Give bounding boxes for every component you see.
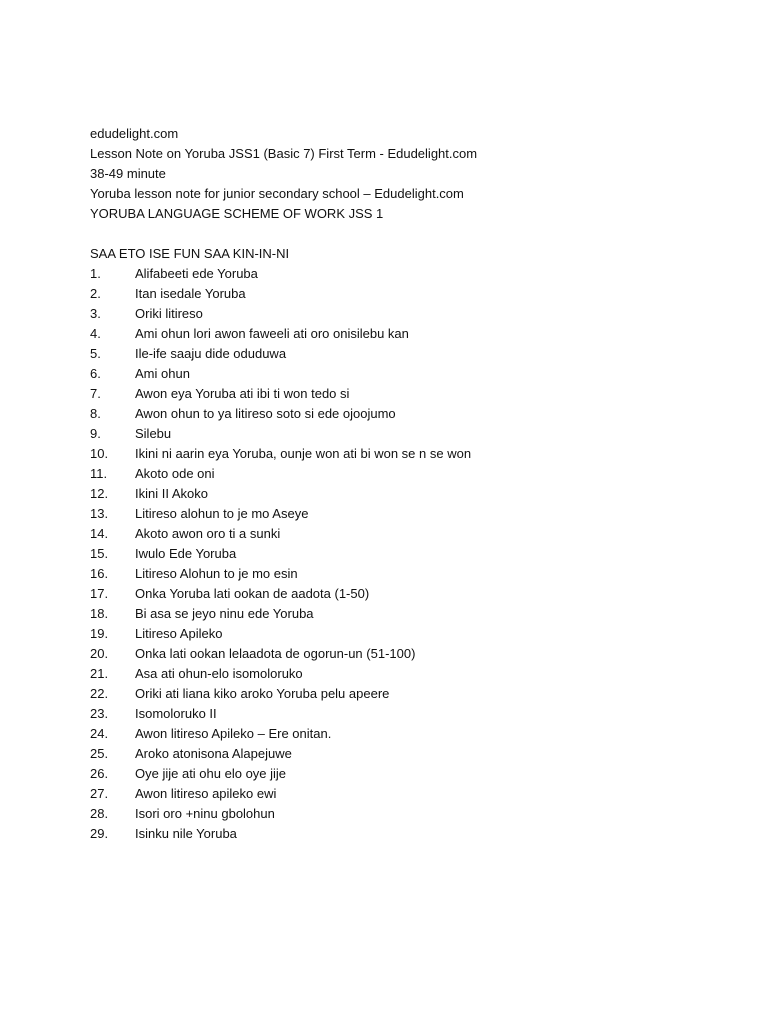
item-number: 24.	[90, 726, 109, 741]
item-text: Aroko atonisona Alapejuwe	[135, 746, 292, 761]
item-text: Alifabeeti ede Yoruba	[135, 266, 258, 281]
list-item	[90, 384, 730, 404]
item-text: Awon litireso Apileko – Ere onitan.	[135, 726, 332, 741]
list-item	[90, 644, 730, 664]
list-item	[90, 584, 730, 604]
item-text: Akoto awon oro ti a sunki	[135, 526, 281, 541]
item-number: 9.	[90, 426, 101, 441]
section-heading: SAA ETO ISE FUN SAA KIN-IN-NI	[90, 246, 290, 261]
item-number: 26.	[90, 766, 109, 781]
item-text: Iwulo Ede Yoruba	[135, 546, 237, 561]
item-number: 10.	[90, 446, 109, 461]
item-text: Onka lati ookan lelaadota de ogorun-un (51-100)	[135, 646, 416, 661]
list-item	[90, 784, 730, 804]
item-number: 28.	[90, 806, 109, 821]
item-number: 14.	[90, 526, 109, 541]
item-text: Oye jije ati ohu elo oye jije	[135, 766, 287, 781]
item-number: 5.	[90, 346, 101, 361]
item-text: Isinku nile Yoruba	[135, 826, 237, 841]
list-item	[90, 684, 730, 704]
item-text: Isomoloruko II	[135, 706, 217, 721]
item-number: 6.	[90, 366, 101, 381]
item-number: 12.	[90, 486, 109, 501]
item-text: Isori oro +ninu gbolohun	[135, 806, 275, 821]
item-number: 7.	[90, 386, 101, 401]
list-item	[90, 344, 730, 364]
list-item	[90, 724, 730, 744]
document-subtitle: Yoruba lesson note for junior secondary school – Edudelight.com	[90, 186, 464, 201]
list-item	[90, 624, 730, 644]
item-text: Ami ohun lori awon faweeli ati oro onisilebu kan	[135, 326, 409, 341]
list-item	[90, 364, 730, 384]
item-number: 21.	[90, 666, 109, 681]
list-item	[90, 464, 730, 484]
item-number: 23.	[90, 706, 109, 721]
item-number: 20.	[90, 646, 109, 661]
list-item	[90, 604, 730, 624]
item-text: Ile-ife saaju dide oduduwa	[135, 346, 287, 361]
list-item	[90, 524, 730, 544]
item-text: Bi asa se jeyo ninu ede Yoruba	[135, 606, 314, 621]
item-number: 19.	[90, 626, 109, 641]
scheme-heading: YORUBA LANGUAGE SCHEME OF WORK JSS 1	[90, 206, 384, 221]
list-item	[90, 264, 730, 284]
item-text: Silebu	[135, 426, 172, 441]
item-text: Onka Yoruba lati ookan de aadota (1-50)	[135, 586, 370, 601]
topic-list	[90, 264, 730, 844]
item-number: 17.	[90, 586, 109, 601]
list-item	[90, 804, 730, 824]
item-text: Awon ohun to ya litireso soto si ede ojoojumo	[135, 406, 396, 421]
item-text: Awon eya Yoruba ati ibi ti won tedo si	[135, 386, 350, 401]
item-number: 29.	[90, 826, 109, 841]
list-item	[90, 404, 730, 424]
item-number: 25.	[90, 746, 109, 761]
item-number: 22.	[90, 686, 109, 701]
list-item	[90, 284, 730, 304]
item-number: 1.	[90, 266, 101, 281]
item-text: Awon litireso apileko ewi	[135, 786, 277, 801]
list-item	[90, 764, 730, 784]
list-item	[90, 444, 730, 464]
item-text: Litireso Alohun to je mo esin	[135, 566, 298, 581]
document-page	[90, 124, 730, 844]
item-number: 16.	[90, 566, 109, 581]
item-number: 18.	[90, 606, 109, 621]
item-number: 11.	[90, 466, 108, 481]
list-item	[90, 564, 730, 584]
list-item	[90, 424, 730, 444]
list-item	[90, 544, 730, 564]
lesson-duration: 38-49 minute	[90, 166, 166, 181]
item-text: Ikini II Akoko	[135, 486, 208, 501]
item-text: Asa ati ohun-elo isomoloruko	[135, 666, 303, 681]
item-text: Ikini ni aarin eya Yoruba, ounje won ati bi won se n se won	[135, 446, 472, 461]
item-number: 27.	[90, 786, 109, 801]
list-item	[90, 664, 730, 684]
item-number: 2.	[90, 286, 101, 301]
site-name: edudelight.com	[90, 126, 179, 141]
document-title: Lesson Note on Yoruba JSS1 (Basic 7) First Term - Edudelight.com	[90, 146, 478, 161]
item-number: 8.	[90, 406, 101, 421]
list-item	[90, 484, 730, 504]
item-text: Litireso Apileko	[135, 626, 223, 641]
item-number: 15.	[90, 546, 109, 561]
item-text: Litireso alohun to je mo Aseye	[135, 506, 309, 521]
list-item	[90, 504, 730, 524]
list-item	[90, 324, 730, 344]
item-number: 4.	[90, 326, 101, 341]
item-text: Oriki ati liana kiko aroko Yoruba pelu apeere	[135, 686, 390, 701]
item-number: 13.	[90, 506, 109, 521]
item-number: 3.	[90, 306, 101, 321]
blank-line	[90, 224, 730, 244]
item-text: Itan isedale Yoruba	[135, 286, 246, 301]
item-text: Akoto ode oni	[135, 466, 215, 481]
item-text: Oriki litireso	[135, 306, 203, 321]
list-item	[90, 824, 730, 844]
list-item	[90, 704, 730, 724]
list-item	[90, 744, 730, 764]
list-item	[90, 304, 730, 324]
item-text: Ami ohun	[135, 366, 190, 381]
